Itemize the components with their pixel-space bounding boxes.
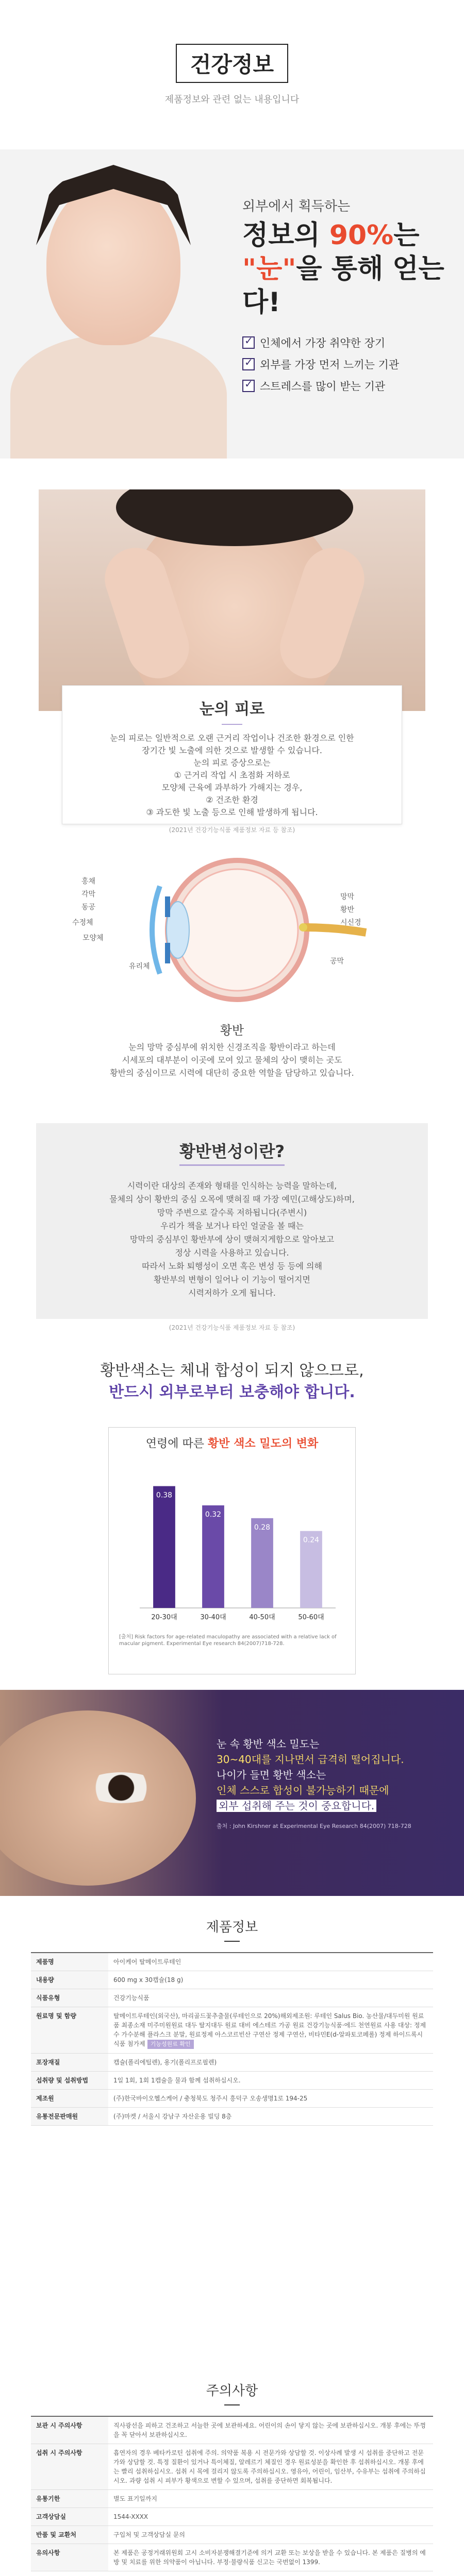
label-pupil: 동공 [81,903,96,911]
page-subtitle: 제품정보와 관련 없는 내용입니다 [164,94,300,105]
title-underline [222,724,242,725]
label-lens: 수정체 [72,919,93,927]
eye-fatigue-section [0,459,464,845]
hero-headline-rest: 을 통해 얻는다! [242,253,444,318]
title-underline [224,2404,240,2405]
cautions-title: 주의사항 [206,2383,258,2399]
caution-value: 흡연자의 경우 베타카로틴 섭취에 주의. 의약품 복용 시 전문가와 상담할 것. 이상사례 발생 시 섭취를 중단하고 전문가와 상담할 것. 특정 질환이 있거나 특이체질, 알레르기 체질인 경우 원료성분을 확인한 후 섭취하십시오. 개봉 후에는 빨리 섭취하십시오. 섭취 시 목에 걸리지 않도록 주의하십시오. 영유아, 어린이, 임산부, 수유부는 섭취에 주의하십시오. 과량 섭취 시 피부가 황색으로 변할 수 있으며, 섭취를 중단하면 회복됩니다. [108,2444,433,2490]
caution-value: 본 제품은 공정거래위원회 고시 소비자분쟁해결기준에 의거 교환 또는 보상을 받을 수 있습니다. 본 제품은 질병의 예방 및 치료를 위한 의약품이 아닙니다. 부정·불량식품 신고는 국번없이 1399. [108,2544,433,2571]
label-iris: 홍채 [81,877,96,886]
info-key: 제품명 [31,1953,108,1971]
table-row [31,2444,433,2490]
eye-rubbing-photo [39,489,425,711]
certification-badge: 기능성원료 확인 [147,2040,194,2049]
product-info-section [0,1896,464,2375]
label-ciliary: 모양체 [82,934,104,942]
bar-value-label: 0.32 [205,1510,222,1519]
cautions-table [31,2416,433,2571]
caution-key: 섭취 시 주의사항 [31,2444,108,2490]
banner-eye-image [82,1772,160,1803]
info-value: (주)한국바이오헬스케어 / 충청북도 청주시 흥덕구 오송생명1로 194-25 [108,2090,433,2108]
info-value: (주)마켓 / 서울시 강남구 자산운용 빌딩 8층 [108,2108,433,2126]
pigment-density-chart [109,1453,356,1629]
hero-headline-percent: 90% [329,220,394,251]
category-label: 50-60대 [298,1614,324,1621]
label-vitreous: 유리체 [129,962,150,971]
eye-fatigue-line: ① 근거리 작업 시 초점화 저하로 [174,770,290,780]
hero-small-text: 외부에서 획득하는 [242,199,351,214]
label-sclera: 공막 [330,957,344,965]
label-cornea: 각막 [81,890,96,899]
table-row [31,2490,433,2508]
pigment-chart-section [0,1340,464,1690]
caution-value: 구입처 및 고객상담실 문의 [108,2526,433,2544]
info-value: 1일 1회, 1회 1캡슐을 물과 함께 섭취하십시오. [108,2072,433,2090]
info-key: 포장재질 [31,2054,108,2072]
chart-title: 연령에 따른 황반 색소 밀도의 변화 [145,1437,319,1450]
table-row [31,2508,433,2526]
eye-fatigue-line: 눈의 피로 증상으로는 [193,758,271,768]
eye-fatigue-line: 눈의 피로는 일반적으로 오랜 근거리 작업이나 건조한 환경으로 인한 [110,733,354,743]
model-face-image [46,180,180,345]
bar-0 [153,1486,175,1608]
info-key: 원료명 및 함량 [31,2007,108,2054]
hero-checklist [242,335,449,394]
info-value: 아이케어 탈메이트루테인 [108,1953,433,1971]
title-underline [224,1941,240,1942]
chart-footnote: [출처] Risk factors for age-related maculopathy are associated with a relative lack of macular pigment. Experimental Eye research 84(2007)718-728. [119,1634,337,1647]
eye-fatigue-line: 모양체 근육에 과부하가 가해지는 경우, [161,783,303,792]
checklist-item: ✓ 스트레스를 많이 받는 기관 [242,378,449,394]
info-value: 건강기능식품 [108,1989,433,2007]
table-row [31,1989,433,2007]
section-header [0,0,464,149]
table-row [31,1953,433,1971]
label-retina: 망막 [340,893,355,901]
caution-key: 유통기한 [31,2490,108,2508]
page-title: 건강정보 [176,44,288,83]
degeneration-box [36,1123,428,1319]
category-label: 40-50대 [249,1614,275,1621]
hero-headline [242,219,449,319]
product-info-table [31,1952,433,2126]
bar-1 [202,1505,224,1608]
eye-anatomy-diagram [77,850,387,1015]
info-value: 600 mg x 30캡슐(18 g) [108,1971,433,1989]
bar-value-label: 0.28 [254,1523,271,1532]
model-shoulders [10,335,227,459]
macula-description: 눈의 망막 중심부에 위치한 신경조직을 황반이라고 하는데 시세포의 대부분이 이곳에 모여 있고 물체의 상이 맺히는 곳도 황반의 중심이므로 시력에 대단히 중요한 역할을 담당하고 있습니다. [110,1042,354,1078]
caution-key: 보관 시 주의사항 [31,2416,108,2444]
degeneration-section [0,1118,464,1340]
bar-value-label: 0.24 [303,1536,320,1545]
checkbox-icon [242,336,255,349]
category-label: 20-30대 [151,1614,177,1621]
table-row [31,2108,433,2126]
info-key: 유통전문판매원 [31,2108,108,2126]
caution-key: 반품 및 교환처 [31,2526,108,2544]
banner-source: 출처 : John Kirshner at Experimental Eye Research 84(2007) 718-728 [217,1823,411,1829]
hero-headline-suffix: 는 [393,220,420,251]
checklist-item: ✓ 외부를 가장 먼저 느끼는 기관 [242,357,449,372]
macula-section [0,845,464,1118]
hero-headline-prefix: 정보의 [242,220,320,251]
cautions-section [0,2375,464,2576]
bar-value-label: 0.38 [156,1491,173,1500]
info-key: 식품유형 [31,1989,108,2007]
hero-copy [242,196,449,400]
degeneration-title: 황반변성이란? [179,1139,285,1166]
photo-hair [116,489,353,546]
chart-section-heading: 황반색소는 체내 합성이 되지 않으므로, 반드시 외부로부터 보충해야 합니다. [100,1362,364,1401]
caution-value: 별도 표기일까지 [108,2490,433,2508]
macula-title: 황반 [220,1023,244,1038]
caution-key: 유의사항 [31,2544,108,2571]
eye-fatigue-line: ② 건조한 환경 [206,795,258,805]
table-row [31,2007,433,2054]
table-row [31,2054,433,2072]
hero-headline-eye: "눈" [242,253,296,284]
info-value: 탈메이트루테인(외국산), 마리골드꽃추출물(루테인으로 20%)해외제조원: 루테인 Salus Bio. 농산물/대두미원 원료품 최종소재 미주미원원료 대두 탈지대두 원료 대비 에스테르 가공 원료 건강기능식품·에드 천연원료 사용 대상: 정제수 가수분해 플라스크 분말, 원료정제 아스코르빈산 구연산 정제 구연산, 비타민E(d-알파토코페롤) 정제 하이드록시 식품 첨가제 기능성원료 확인 [108,2007,433,2054]
closing-banner [0,1690,464,1896]
info-key: 섭취량 및 섭취방법 [31,2072,108,2090]
table-row [31,2544,433,2571]
caution-value: 1544-XXXX [108,2508,433,2526]
hero-section [0,149,464,459]
product-info-title: 제품정보 [206,1920,258,1935]
checklist-item: ✓ 인체에서 가장 취약한 장기 [242,335,449,350]
label-optic-nerve: 시신경 [340,919,361,927]
info-key: 내용량 [31,1971,108,1989]
eye-fatigue-line: 장기간 빛 노출에 의한 것으로 발생할 수 있습니다. [142,745,322,755]
bar-2 [251,1518,273,1608]
category-label: 30-40대 [200,1614,226,1621]
table-row [31,2416,433,2444]
checkbox-icon [242,358,255,370]
degeneration-source: (2021년 건강기능식품 제품정보 자료 등 참조) [169,1324,295,1331]
info-value: 캡슐(폴리에틸렌), 용기(폴리프로필렌) [108,2054,433,2072]
table-row [31,2072,433,2090]
table-row [31,1971,433,1989]
eye-fatigue-title: 눈의 피로 [199,700,265,718]
eye-fatigue-line: ③ 과도한 빛 노출 등으로 인해 발생하게 됩니다. [146,807,318,817]
table-row [31,2090,433,2108]
table-row [31,2526,433,2544]
eye-fatigue-card [62,685,402,824]
chart-box [108,1427,356,1674]
label-macula: 황반 [340,906,355,914]
checkbox-icon [242,380,255,392]
banner-copy: 눈 속 황반 색소 밀도는 30~40대를 지나면서 급격히 떨어집니다. 나이가 들면 황반 색소는 인체 스스로 합성이 불가능하기 때문에 외부 섭취해 주는 것이 중요합니다. 출처 : John Kirshner at Experimental Eye Research 84(2007) 718-728 [217,1736,449,1834]
eye-fatigue-source: (2021년 건강기능식품 제품정보 자료 등 참조) [169,826,295,834]
info-key: 제조원 [31,2090,108,2108]
degeneration-description: 시력이란 대상의 존재와 형태를 인식하는 능력을 말하는데, 물체의 상이 황반의 중심 오목에 맺혀질 때 가장 예민(고해상도)하며, 망막 주변으로 갈수록 저하됩니다(주변시) 우리가 책을 보거나 타인 얼굴을 볼 때는 망막의 중심부인 황반부에 상이 맺혀지게함으로 알아보고 정상 시력을 사용하고 있습니다. 따라서 노화 퇴행성이 오면 혹은 변성 등 등에 의해 황반부의 변형이 일어나 이 기능이 떨어지면 시력저하가 오게 됩니다. [109,1181,355,1298]
caution-value: 직사광선을 피하고 건조하고 서늘한 곳에 보관하세요. 어린이의 손이 닿지 않는 곳에 보관하십시오. 개봉 후에는 뚜껑을 꼭 닫아서 보관하십시오. [108,2416,433,2444]
caution-key: 고객상담실 [31,2508,108,2526]
